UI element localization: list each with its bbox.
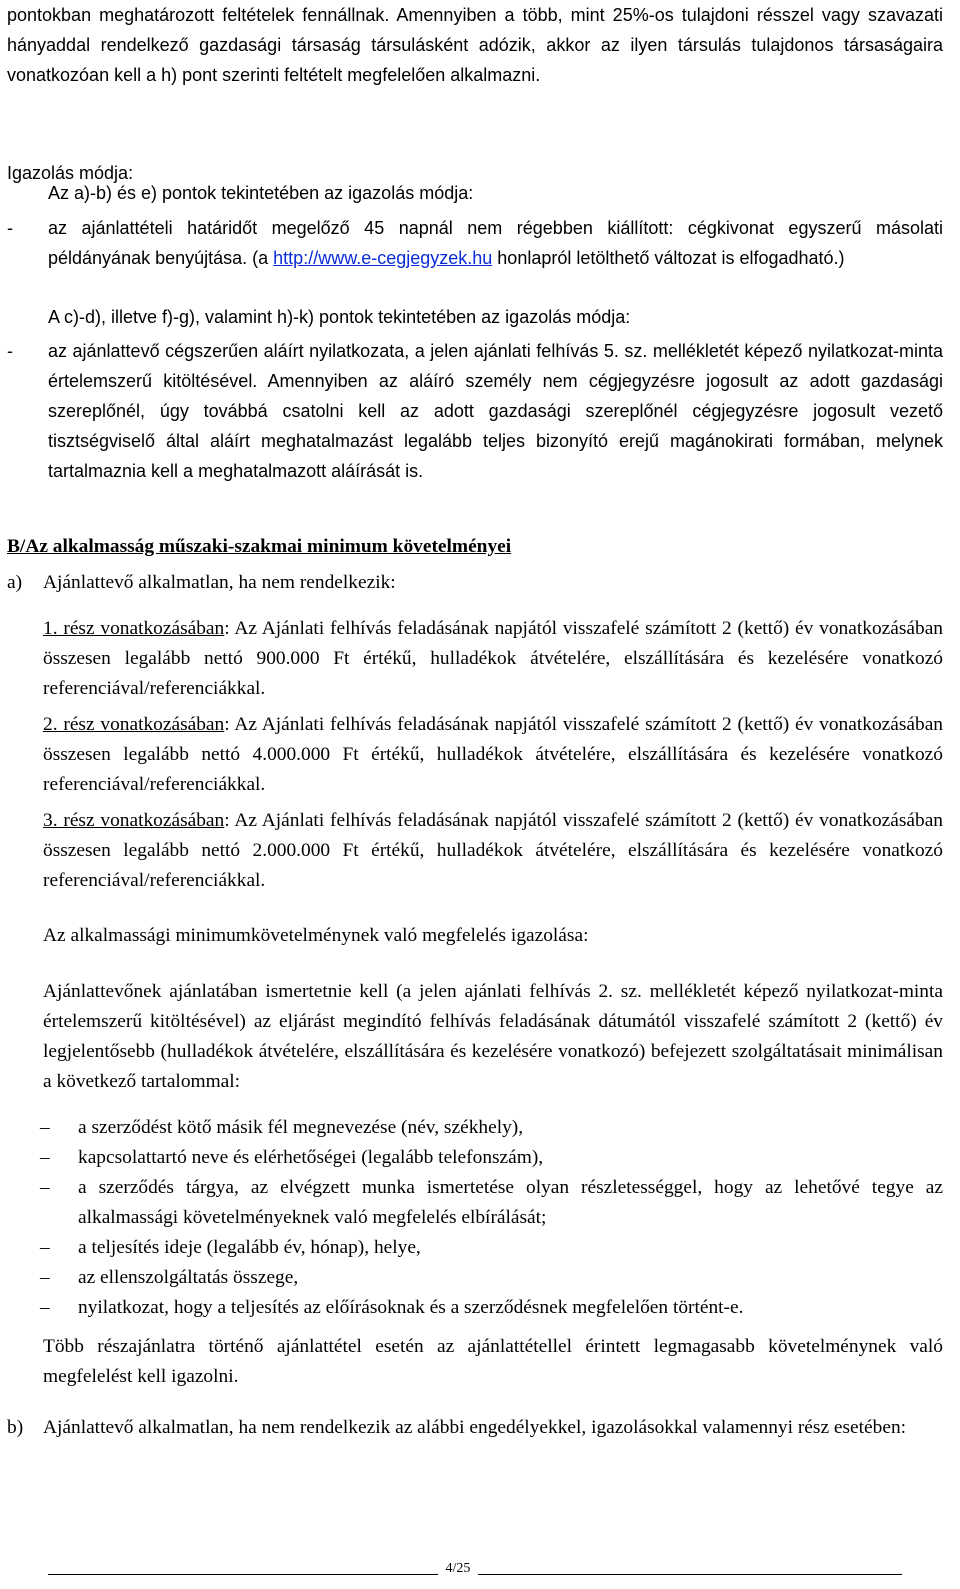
- cd-heading: A c)-d), illetve f)-g), valamint h)-k) pontok tekintetében az igazolás módja:: [48, 307, 631, 327]
- reference-content-list: [40, 1113, 943, 1323]
- cegjegyzek-link[interactable]: http://www.e-cegjegyzek.hu: [273, 248, 493, 268]
- list-item: – a szerződést kötő másik fél megnevezése (név, székhely),: [40, 1113, 943, 1143]
- part-3-requirement: 3. rész vonatkozásában: Az Ajánlati felhívás feladásának napjától visszafelé számított 2 (kettő) év vonatkozásában összesen legalább nettó 2.000.000 Ft értékű, hulladékok átvételére, elszállítására és kezelésére vonatkozó referenciával/referenciákkal.: [43, 810, 944, 891]
- list-item: – a teljesítés ideje (legalább év, hónap), helye,: [40, 1233, 943, 1263]
- igazolas-label: Igazolás módja:: [7, 163, 134, 183]
- part-1-label: 1. rész vonatkozásában: [43, 618, 225, 639]
- proof-paragraph: Ajánlattevőnek ajánlatában ismertetnie kell (a jelen ajánlati felhívás 2. sz. mellékletét képező nyilatkozat-minta értelemszerű kitöltésével) az eljárást megindító felhívás feladásának dátumától visszafelé számított 2 (kettő) év legjelentősebb (hulladékok átvételére, elszállítására és kezelésére vonatkozó) befejezett szolgáltatásait minimálisan a következő tartalommal:: [43, 981, 943, 1092]
- dash-marker: –: [40, 1117, 50, 1138]
- cd-dash-item: - az ajánlattevő cégszerűen aláírt nyilatkozata, a jelen ajánlati felhívás 5. sz. mellékletét képező nyilatkozat-minta értelemszerű kitöltésével. Amennyiben az aláíró személy nem cégjegyzésre jogosult az adott gazdasági szereplőnél, úgy továbbá csatolni kell az adott gazdasági szereplőnél cégjegyzésre jogosult vezető tisztségviselő által aláírt meghatalmazást legalább teljes bizonyító erejű magánokirati formában, melynek tartalmaznia kell a meghatalmazott aláírását is.: [7, 336, 943, 486]
- proof-heading: Az alkalmassági minimumkövetelménynek való megfelelés igazolása:: [43, 925, 589, 946]
- ab-dash-item: - az ajánlattételi határidőt megelőző 45 napnál nem régebben kiállított: cégkivonat egyszerű másolati példányának benyújtása. (a http://www.e-cegjegyzek.hu honlapról letölthető változat is elfogadható.): [7, 213, 943, 273]
- part-3-label: 3. rész vonatkozásában: [43, 810, 225, 831]
- page-number: 4/25: [445, 1561, 471, 1576]
- section-b-title: B/Az alkalmasság műszaki-szakmai minimum követelményei: [7, 536, 512, 557]
- intro-paragraph: [7, 0, 943, 90]
- condition-a-label: a): [7, 572, 23, 593]
- list-item: – az ellenszolgáltatás összege,: [40, 1263, 943, 1293]
- footer-rule-right: [478, 1574, 902, 1575]
- dash-marker: -: [7, 218, 13, 238]
- dash-marker: -: [7, 341, 13, 361]
- footer-rule-left: [48, 1574, 438, 1575]
- condition-b: b) Ajánlattevő alkalmatlan, ha nem rendelkezik az alábbi engedélyekkel, igazolásokkal valamennyi rész esetében:: [7, 1413, 943, 1443]
- intro-text: pontokban meghatározott feltételek fennállnak. Amennyiben a több, mint 25%-os tulajdoni résszel vagy szavazati hányaddal rendelkező gazdasági társaság társulásként adózik, akkor az ilyen társulás tulajdonos társaságaira vonatkozóan kell a h) pont szerinti feltételt megfelelően alkalmazni.: [7, 5, 943, 85]
- list-item: – kapcsolattartó neve és elérhetőségei (legalább telefonszám),: [40, 1143, 943, 1173]
- part-1-requirement: 1. rész vonatkozásában: Az Ajánlati felhívás feladásának napjától visszafelé számított 2 (kettő) év vonatkozásában összesen legalább nettó 900.000 Ft értékű, hulladékok átvételére, elszállítására és kezelésére vonatkozó referenciával/referenciákkal.: [43, 618, 944, 699]
- condition-a: a) Ajánlattevő alkalmatlan, ha nem rendelkezik:: [7, 568, 943, 598]
- dash-marker: –: [40, 1177, 50, 1198]
- dash-marker: –: [40, 1147, 50, 1168]
- ab-heading: Az a)-b) és e) pontok tekintetében az igazolás módja:: [48, 183, 474, 203]
- condition-b-label: b): [7, 1417, 24, 1438]
- part-2-requirement: 2. rész vonatkozásában: Az Ajánlati felhívás feladásának napjától visszafelé számított 2 (kettő) év vonatkozásában összesen legalább nettó 4.000.000 Ft értékű, hulladékok átvételére, elszállítására és kezelésére vonatkozó referenciával/referenciákkal.: [43, 714, 944, 795]
- dash-marker: –: [40, 1297, 50, 1318]
- list-item: – nyilatkozat, hogy a teljesítés az előírásoknak és a szerződésnek megfelelően történt-e.: [40, 1293, 943, 1323]
- dash-marker: –: [40, 1237, 50, 1258]
- dash-marker: –: [40, 1267, 50, 1288]
- part-2-label: 2. rész vonatkozásában: [43, 714, 225, 735]
- list-item: – a szerződés tárgya, az elvégzett munka ismertetése olyan részletességgel, hogy az lehetővé tegye az alkalmassági követelményeknek való megfelelés elbírálását;: [40, 1173, 943, 1233]
- multi-part-paragraph: Több részajánlatra történő ajánlattétel esetén az ajánlattétellel érintett legmagasabb követelménynek való megfelelést kell igazolni.: [43, 1336, 943, 1387]
